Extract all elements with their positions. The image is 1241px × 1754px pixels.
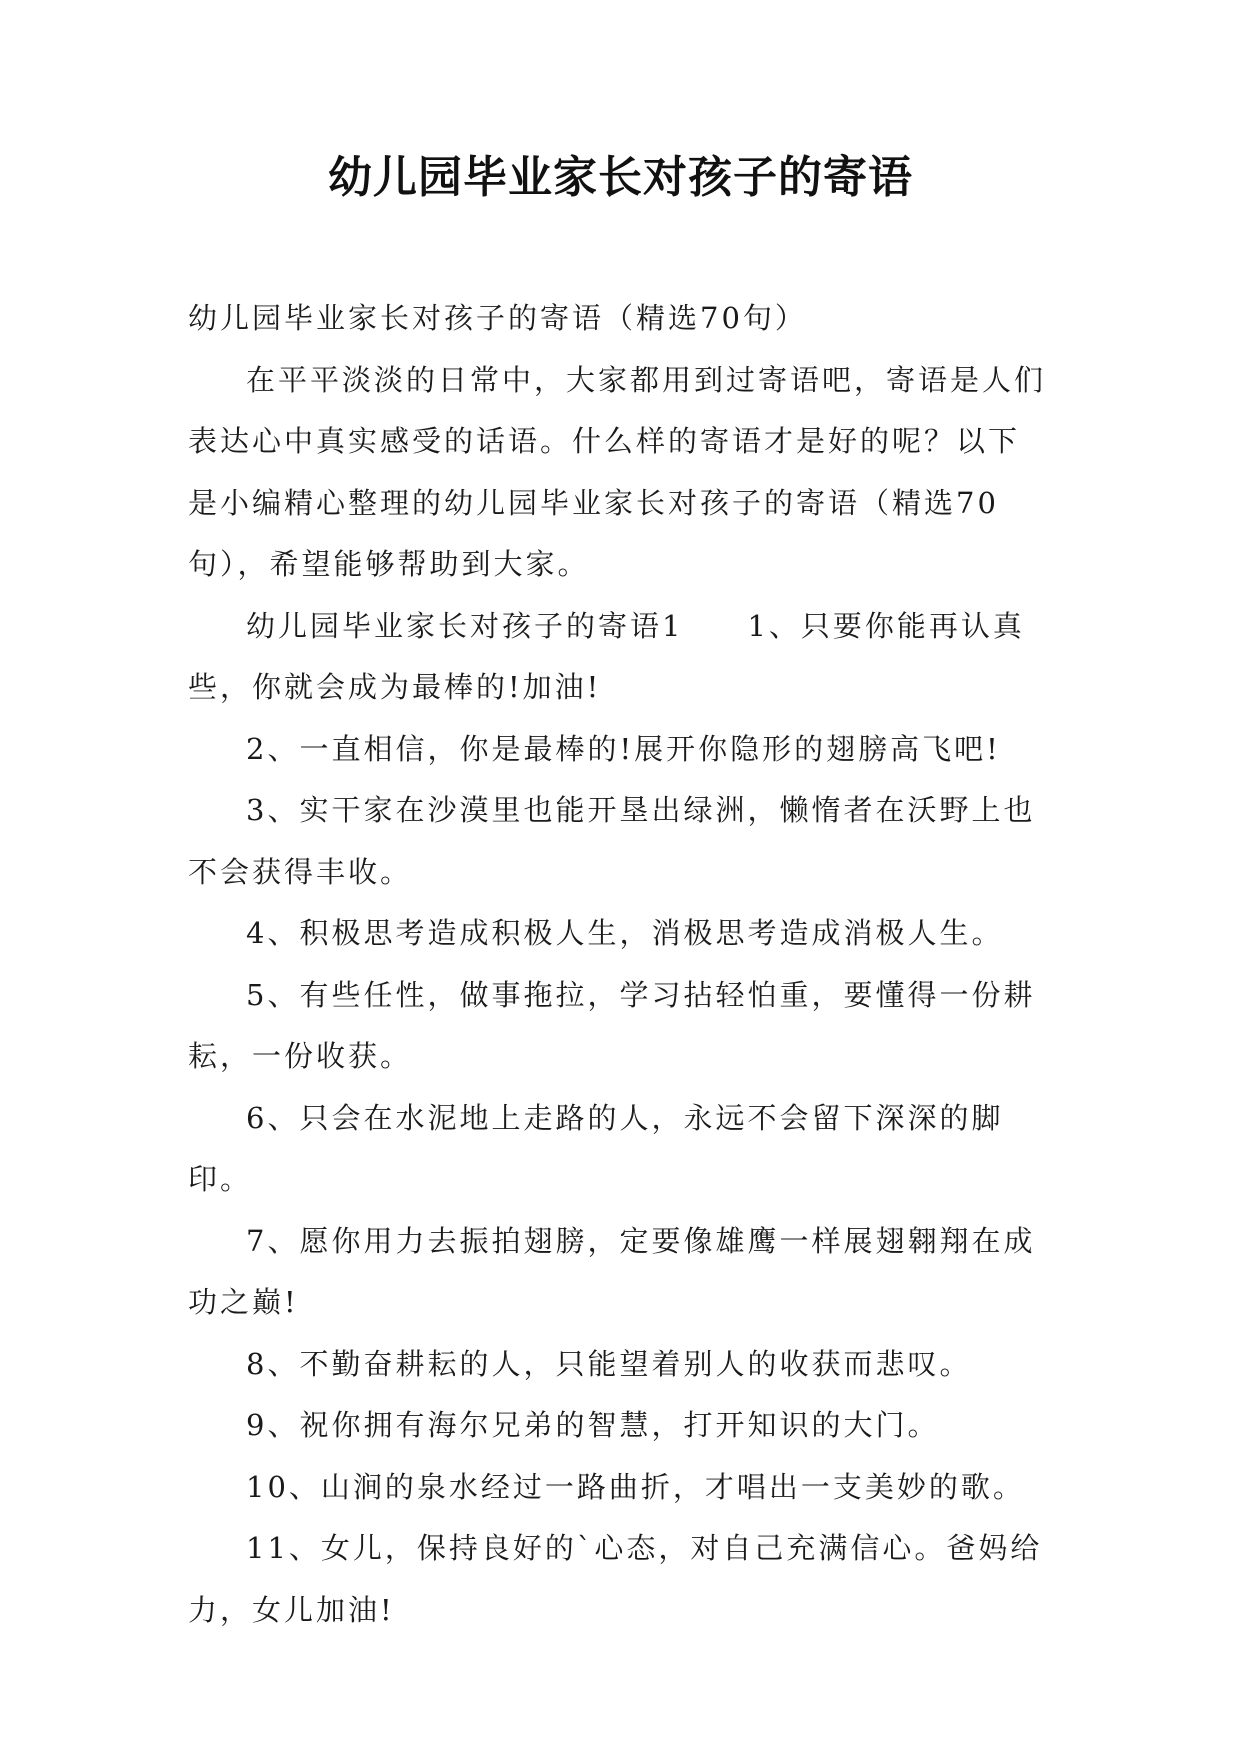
- list-item: 6、只会在水泥地上走路的人，永远不会留下深深的脚印。: [188, 1100, 1004, 1196]
- section-heading: 幼儿园毕业家长对孩子的寄语1: [246, 608, 684, 643]
- list-item: 11、女儿，保持良好的`心态，对自己充满信心。爸妈给力，女儿加油!: [188, 1531, 1043, 1627]
- list-item: 1、只要你能再认真些，你就会成为最棒的!加油!: [188, 608, 1025, 704]
- list-item: 10、山涧的泉水经过一路曲折，才唱出一支美妙的歌。: [246, 1469, 1025, 1504]
- intro-paragraph: 在平平淡淡的日常中，大家都用到过寄语吧，寄语是人们表达心中真实感受的话语。什么样的寄语才是好的呢？以下是小编精心整理的幼儿园毕业家长对孩子的寄语（精选70句），希望能够帮助到大家。: [188, 362, 1047, 581]
- list-item: 9、祝你拥有海尔兄弟的智慧，打开知识的大门。: [246, 1408, 940, 1442]
- list-item: 4、积极思考造成积极人生，消极思考造成消极人生。: [246, 916, 1004, 950]
- list-item: 7、愿你用力去振拍翅膀，定要像雄鹰一样展翅翱翔在成功之巅!: [188, 1223, 1036, 1319]
- list-item: 5、有些任性，做事拖拉，学习拈轻怕重，要懂得一份耕耘，一份收获。: [188, 977, 1036, 1073]
- document-title: 幼儿园毕业家长对孩子的寄语: [328, 152, 913, 203]
- list-item: 2、一直相信，你是最棒的!展开你隐形的翅膀高飞吧!: [246, 731, 1001, 766]
- list-item: 3、实干家在沙漠里也能开垦出绿洲，懒惰者在沃野上也不会获得丰收。: [188, 793, 1036, 889]
- document-subtitle: 幼儿园毕业家长对孩子的寄语（精选70句）: [188, 301, 807, 335]
- document-body: [188, 288, 1048, 1641]
- section-paragraph: [188, 596, 1048, 719]
- list-item: 8、不勤奋耕耘的人，只能望着别人的收获而悲叹。: [246, 1346, 972, 1381]
